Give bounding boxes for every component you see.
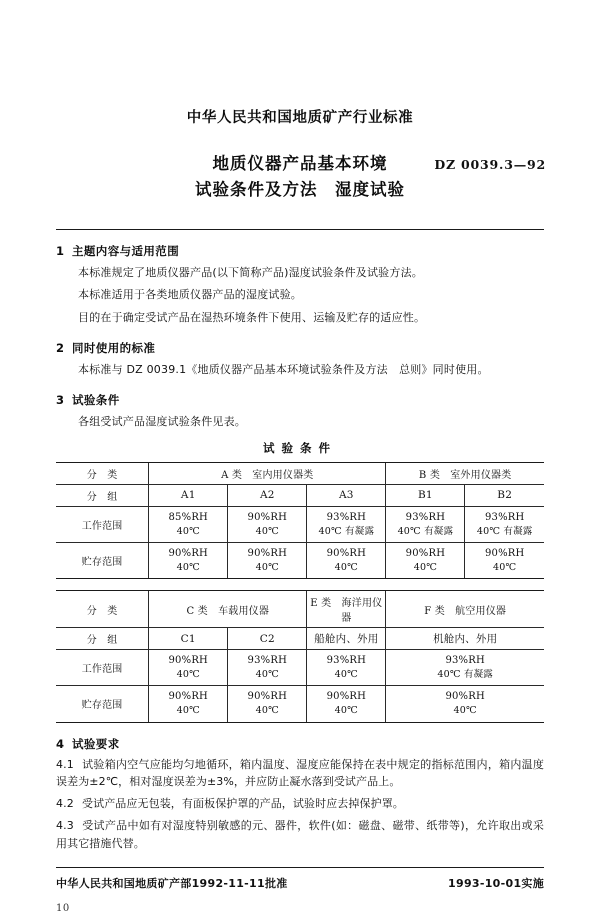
table2-working-e: [307, 650, 386, 686]
value-temperature: 40℃ 有凝露: [476, 525, 533, 537]
value-temperature: 40℃: [413, 561, 438, 573]
title-block: [56, 151, 544, 202]
value-humidity: 90%RH: [484, 547, 525, 559]
value-humidity: 90%RH: [168, 655, 208, 667]
table1-storage-b1: [386, 542, 465, 578]
section-3-heading: [56, 392, 544, 408]
value-humidity: 85%RH: [168, 511, 208, 523]
value-humidity: 90%RH: [326, 547, 367, 559]
table1-label-working: 工作范围: [56, 506, 149, 542]
table2-working-row: [56, 650, 544, 686]
clause-4-2: [56, 795, 544, 813]
value-humidity: 90%RH: [168, 547, 208, 559]
table1-label-category: 分 类: [56, 462, 149, 484]
value-humidity: 90%RH: [405, 547, 446, 559]
table2-working-c1: [149, 650, 228, 686]
page-number: 10: [56, 902, 70, 914]
section-1-paragraph-2: 本标准适用于各类地质仪器产品的湿度试验。: [78, 288, 302, 302]
section-2-number: 2: [56, 340, 65, 355]
value-temperature: 40℃: [176, 705, 200, 717]
value-temperature: 40℃: [255, 669, 279, 681]
value-temperature: 40℃ 有凝露: [397, 525, 454, 537]
table2-group-c1: C1: [149, 628, 228, 650]
table2-group-e: 船舱内、外用: [307, 628, 386, 650]
table2-label-category: 分 类: [56, 591, 149, 628]
value-temperature: 40℃: [255, 705, 279, 717]
table1-storage-a3: [307, 542, 386, 578]
footer: [56, 875, 544, 891]
clause-4-3: [56, 817, 544, 853]
value-temperature: 40℃ 有凝露: [318, 525, 375, 537]
table2-category-e: E 类 海洋用仪器: [307, 591, 386, 628]
value-humidity: 90%RH: [247, 511, 288, 523]
table2-label-working: 工作范围: [56, 650, 149, 686]
table2-storage-c2: [228, 686, 307, 722]
table1-working-b1: [386, 506, 465, 542]
section-4-number: 4: [56, 736, 65, 751]
value-humidity: 93%RH: [484, 511, 525, 523]
section-4-title: 试验要求: [72, 736, 120, 751]
table2-storage-c1: [149, 686, 228, 722]
table-spacer: [56, 579, 544, 590]
clause-4-1: [56, 756, 544, 792]
document-title-line-1: 地质仪器产品基本环境: [212, 154, 388, 174]
clause-4-1-text: 试验箱内空气应能均匀地循环，箱内温度、湿度应能保持在表中规定的指标范围内，箱内温度误差为±2℃，相对湿度误差为±3%，并应防止凝水落到受试产品上。: [56, 757, 544, 789]
section-1-heading: [56, 243, 544, 259]
table1-group-a1: A1: [149, 484, 228, 506]
table2-group-c2: C2: [228, 628, 307, 650]
table1-category-a: A 类 室内用仪器类: [149, 462, 386, 484]
value-humidity: 90%RH: [445, 691, 485, 703]
table-caption: 试验条件: [263, 440, 337, 455]
table1-category-b: B 类 室外用仪器类: [386, 462, 544, 484]
table2-group-f: 机舱内、外用: [386, 628, 544, 650]
header-divider: [56, 229, 544, 230]
table1-working-b2: [465, 506, 544, 542]
value-temperature: 40℃: [176, 525, 200, 537]
table1-storage-row: [56, 542, 544, 578]
section-3-number: 3: [56, 392, 65, 407]
value-temperature: 40℃: [334, 669, 358, 681]
value-temperature: 40℃: [255, 561, 279, 573]
table1-group-b1: B1: [386, 484, 465, 506]
value-humidity: 93%RH: [445, 655, 485, 667]
footer-divider: [56, 867, 544, 868]
table1-category-row: [56, 462, 544, 484]
table2-label-group: 分 组: [56, 628, 149, 650]
table1-group-a3: A3: [307, 484, 386, 506]
value-temperature: 40℃: [255, 525, 279, 537]
table2-group-row: [56, 628, 544, 650]
value-humidity: 93%RH: [247, 655, 288, 667]
table1-group-b2: B2: [465, 484, 544, 506]
table2-category-row: [56, 591, 544, 628]
table1-storage-b2: [465, 542, 544, 578]
value-humidity: 90%RH: [326, 691, 367, 703]
clause-4-1-number: 4.1: [56, 757, 74, 771]
section-1-number: 1: [56, 243, 65, 258]
table1-working-a2: [228, 506, 307, 542]
value-humidity: 90%RH: [247, 547, 288, 559]
value-temperature: 40℃ 有凝露: [437, 669, 493, 681]
issuing-organization: 中华人民共和国地质矿产行业标准: [186, 110, 414, 126]
standard-number: DZ 0039.3—92: [434, 157, 546, 173]
value-temperature: 40℃: [334, 561, 358, 573]
table1-storage-a2: [228, 542, 307, 578]
section-2-heading: [56, 340, 544, 356]
value-temperature: 40℃: [453, 705, 477, 717]
table1-storage-a1: [149, 542, 228, 578]
section-3-title: 试验条件: [72, 392, 120, 407]
value-humidity: 90%RH: [247, 691, 288, 703]
section-1: [56, 243, 544, 327]
table2-storage-f: [386, 686, 544, 722]
table1-label-group: 分 组: [56, 484, 149, 506]
section-4-heading: [56, 736, 544, 752]
table2-category-c: C 类 车载用仪器: [149, 591, 307, 628]
clause-4-2-number: 4.2: [56, 797, 74, 811]
section-4: [56, 736, 544, 853]
table2-working-f: [386, 650, 544, 686]
test-conditions-table-block-2: [56, 590, 544, 723]
table2-storage-row: [56, 686, 544, 722]
value-humidity: 90%RH: [168, 691, 208, 703]
value-temperature: 40℃: [334, 705, 358, 717]
test-conditions-table-block-1: [56, 462, 544, 580]
clause-4-3-text: 受试产品中如有对湿度特别敏感的元、器件，软件(如：磁盘、磁带、纸带等)，允许取出或采用其它措施代替。: [56, 819, 544, 850]
value-temperature: 40℃: [176, 669, 200, 681]
document-header: [56, 0, 544, 230]
table2-storage-e: [307, 686, 386, 722]
section-2-paragraph-1: 本标准与 DZ 0039.1《地质仪器产品基本环境试验条件及方法 总则》同时使用。: [78, 362, 489, 376]
table1-label-storage: 贮存范围: [56, 542, 149, 578]
value-temperature: 40℃: [493, 561, 517, 573]
table1-working-row: [56, 506, 544, 542]
value-humidity: 93%RH: [326, 511, 367, 523]
section-1-paragraph-1: 本标准规定了地质仪器产品(以下简称产品)湿度试验条件及试验方法。: [78, 265, 423, 279]
table2-working-c2: [228, 650, 307, 686]
clause-4-2-text: 受试产品应无包装，有面板保护罩的产品，试验时应去掉保护罩。: [82, 797, 404, 811]
section-3-paragraph-1: 各组受试产品湿度试验条件见表。: [78, 414, 246, 428]
table1-group-a2: A2: [228, 484, 307, 506]
value-humidity: 93%RH: [405, 511, 446, 523]
value-temperature: 40℃: [176, 561, 200, 573]
footer-effective-date: 1993-10-01实施: [448, 876, 544, 890]
section-1-paragraph-3: 目的在于确定受试产品在湿热环境条件下使用、运输及贮存的适应性。: [78, 311, 426, 325]
table1-group-row: [56, 484, 544, 506]
document-title-line-2: 试验条件及方法 湿度试验: [195, 179, 405, 199]
footer-approval: 中华人民共和国地质矿产部1992-11-11批准: [56, 876, 288, 890]
table2-category-f: F 类 航空用仪器: [386, 591, 544, 628]
value-humidity: 93%RH: [326, 655, 367, 667]
section-2: [56, 340, 544, 379]
section-2-title: 同时使用的标准: [72, 340, 156, 355]
section-1-title: 主题内容与适用范围: [72, 243, 180, 258]
table2-label-storage: 贮存范围: [56, 686, 149, 722]
table1-working-a3: [307, 506, 386, 542]
section-3: [56, 392, 544, 431]
clause-4-3-number: 4.3: [56, 819, 74, 833]
table1-working-a1: [149, 506, 228, 542]
